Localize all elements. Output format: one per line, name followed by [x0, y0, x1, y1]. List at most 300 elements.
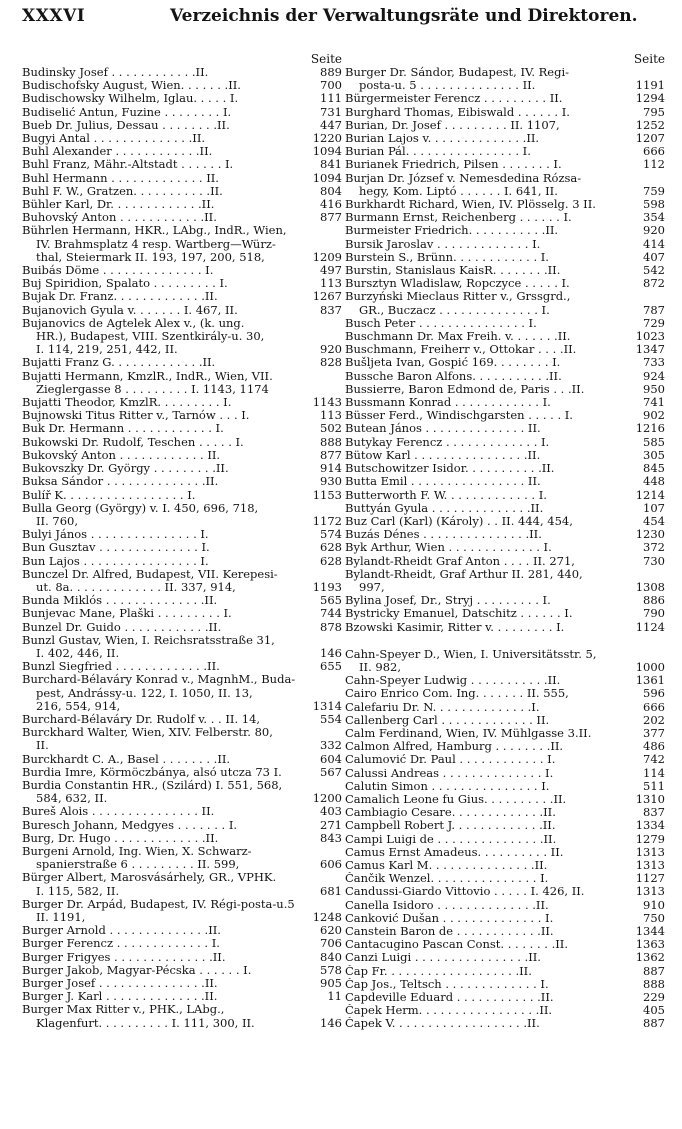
entry-name: Burgeni Arnold, Ing. Wien, X. Schwarz- — [22, 844, 252, 858]
entry-name: Bussmann Konrad . . . . . . . . . . . . I. — [345, 396, 551, 410]
index-entry — [22, 502, 342, 528]
entry-name: Bukovský Anton . . . . . . . . . . . . II. — [22, 448, 221, 462]
index-entry — [22, 607, 342, 620]
entry-name: Buhl Hermann . . . . . . . . . . . . . II. — [22, 171, 219, 185]
entry-page: 950 — [643, 381, 665, 396]
entry-page: 733 — [643, 355, 665, 370]
index-entry — [345, 1004, 665, 1017]
index-entry — [345, 727, 665, 740]
index-entry — [345, 912, 665, 925]
index-entry — [22, 317, 342, 357]
entry-name: Bzowski Kasimir, Ritter v. . . . . . . . . I. — [345, 620, 565, 634]
entry-name: Canstein Baron de . . . . . . . . . . . .II. — [345, 925, 554, 938]
index-entry — [22, 489, 342, 502]
page-header — [22, 6, 662, 30]
entry-page: 1124 — [635, 619, 665, 634]
entry-name: Cahn-Speyer Ludwig . . . . . . . . . . .II. — [345, 674, 561, 688]
entry-page: 731 — [320, 104, 342, 119]
left-column — [22, 52, 342, 1030]
index-entry — [345, 370, 665, 383]
index-entry — [345, 806, 665, 819]
entry-name: Campbell Robert J. . . . . . . . . . . . .II. — [345, 819, 556, 833]
index-entry — [22, 977, 342, 990]
entry-name: Camus Ernst Amadeus. . . . . . . . . . II. — [345, 845, 564, 859]
entry-page: 113 — [320, 276, 342, 291]
entry-page: 1363 — [635, 937, 665, 952]
index-entry — [345, 290, 665, 316]
index-entry — [22, 145, 342, 158]
entry-page: 887 — [643, 963, 665, 978]
entry-continuation: thal, Steiermark II. 193, 197, 200, 518, — [36, 250, 265, 264]
entry-page: 837 — [320, 302, 342, 317]
entry-name: Burckhard Walter, Wien, XIV. Felberstr. 80, — [22, 726, 273, 740]
entry-continuation: Zieglergasse 8 . . . . . . . . . I. 1143, 1174 — [36, 382, 269, 396]
index-entry — [345, 238, 665, 251]
entry-name: Burger Arnold . . . . . . . . . . . . . .II. — [22, 924, 221, 938]
entry-continuation: GR., Buczacz . . . . . . . . . . . . . . I. — [359, 303, 550, 317]
entry-name: Bursztyn Wladislaw, Ropczyce . . . . . I. — [345, 277, 570, 291]
index-entry — [345, 714, 665, 727]
entry-page: 511 — [643, 778, 665, 793]
seite-label-right: Seite — [633, 52, 665, 66]
entry-page: 407 — [643, 249, 665, 264]
entry-name: Bujatti Hermann, KmzlR., IndR., Wien, VII. — [22, 369, 273, 383]
entry-continuation: I. 115, 582, II. — [36, 884, 120, 898]
entry-name: Buj Spiridion, Spalato . . . . . . . . . I. — [22, 277, 228, 291]
entry-page: 1023 — [635, 329, 665, 344]
entry-name: Budischowsky Wilhelm, Iglau. . . . . I. — [22, 92, 239, 106]
index-entry — [345, 409, 665, 422]
index-entry — [345, 158, 665, 171]
entry-name: Bürger Albert, Marosvásárhely, GR., VPHK. — [22, 871, 277, 885]
entry-page: 1334 — [635, 818, 665, 833]
entry-page: 741 — [643, 395, 665, 410]
index-entry — [345, 198, 665, 211]
entry-page: 146 — [320, 1015, 342, 1030]
entry-name: Bussche Baron Alfons. . . . . . . . . . .II. — [345, 369, 562, 383]
entry-page: 497 — [320, 263, 342, 278]
index-entry — [345, 436, 665, 449]
entry-name: Bühler Karl, Dr. . . . . . . . . . . . .II. — [22, 198, 215, 212]
index-entry — [22, 172, 342, 185]
index-entry — [345, 780, 665, 793]
index-entry — [22, 290, 342, 303]
entry-page: 447 — [320, 117, 342, 132]
entry-name: Buibás Döme . . . . . . . . . . . . . . I. — [22, 264, 214, 278]
entry-page: 1214 — [635, 487, 665, 502]
index-entry — [22, 990, 342, 1003]
entry-name: Bylina Josef, Dr., Stryj . . . . . . . . . I. — [345, 594, 551, 608]
left-entry-list — [22, 66, 342, 1030]
entry-page: 878 — [320, 619, 342, 634]
index-entry — [22, 198, 342, 211]
index-entry — [345, 541, 665, 554]
entry-name: Bunda Miklós . . . . . . . . . . . . . .II. — [22, 594, 218, 608]
index-entry — [345, 594, 665, 607]
entry-continuation: II. — [36, 739, 49, 753]
index-entry — [345, 449, 665, 462]
entry-name: Burmann Ernst, Reichenberg . . . . . . I. — [345, 211, 572, 225]
index-entry — [345, 528, 665, 541]
index-entry — [22, 462, 342, 475]
entry-page: 655 — [320, 659, 342, 674]
index-entry — [345, 885, 665, 898]
entry-continuation: hegy, Kom. Liptó . . . . . . I. 641, II. — [359, 184, 558, 198]
entry-name: Calm Ferdinand, Wien, IV. Mühlgasse 3.II. — [345, 726, 592, 740]
entry-page: 1361 — [635, 673, 665, 688]
index-entry — [22, 264, 342, 277]
entry-page: 750 — [643, 910, 665, 925]
entry-name: Calefariu Dr. N. . . . . . . . . . . . . .I. — [345, 700, 540, 714]
entry-continuation: posta-u. 5 . . . . . . . . . . . . . . II. — [359, 79, 536, 93]
index-entry — [345, 859, 665, 872]
entry-name: Burger Ferencz . . . . . . . . . . . . . I. — [22, 937, 220, 951]
entry-page: 332 — [320, 738, 342, 753]
entry-page: 377 — [643, 725, 665, 740]
entry-page: 229 — [643, 990, 665, 1005]
index-entry — [345, 343, 665, 356]
entry-name: Čapek V. . . . . . . . . . . . . . . . . . .II. — [345, 1017, 540, 1031]
index-entry — [22, 422, 342, 435]
entry-name: Budischofsky August, Wien. . . . . . .II. — [22, 79, 241, 93]
index-entry — [22, 224, 342, 264]
entry-page: 845 — [643, 461, 665, 476]
index-entry — [22, 132, 342, 145]
entry-name: Bystricky Emanuel, Datschitz . . . . . . I. — [345, 607, 573, 621]
entry-page: 574 — [320, 527, 342, 542]
index-entry — [345, 938, 665, 951]
entry-page: 889 — [320, 65, 342, 79]
index-entry — [345, 978, 665, 991]
index-entry — [345, 119, 665, 132]
entry-name: Canella Isidoro . . . . . . . . . . . . . .II. — [345, 898, 549, 912]
entry-continuation: 584, 632, II. — [36, 792, 108, 806]
index-entry — [345, 224, 665, 237]
entry-name: Bunczel Dr. Alfred, Budapest, VII. Kerepesi- — [22, 567, 278, 581]
index-entry — [22, 898, 342, 924]
entry-page: 1279 — [635, 831, 665, 846]
entry-page: 905 — [320, 976, 342, 991]
entry-page: 1193 — [312, 579, 342, 594]
index-entry — [345, 422, 665, 435]
entry-page: 454 — [643, 513, 665, 528]
entry-page: 666 — [643, 144, 665, 159]
index-entry — [345, 701, 665, 714]
entry-name: Bujak Dr. Franz. . . . . . . . . . . . .II. — [22, 290, 218, 304]
seite-label-left: Seite — [310, 52, 342, 66]
index-entry — [22, 713, 342, 726]
index-entry — [345, 753, 665, 766]
entry-page: 787 — [643, 302, 665, 317]
entry-page: 146 — [320, 645, 342, 660]
index-entry — [22, 277, 342, 290]
entry-name: Buzás Dénes . . . . . . . . . . . . . . .II. — [345, 528, 542, 542]
entry-page: 578 — [320, 962, 342, 977]
entry-name: Bujanovics de Agtelek Alex v., (k. ung. — [22, 316, 245, 330]
entry-page: 416 — [320, 197, 342, 212]
entry-page: 759 — [643, 183, 665, 198]
index-entry — [345, 568, 665, 594]
entry-name: Bürgermeister Ferencz . . . . . . . . . II. — [345, 92, 563, 106]
index-entry — [345, 607, 665, 620]
entry-name: Cambiagio Cesare. . . . . . . . . . . . .II. — [345, 806, 556, 820]
entry-page: 1313 — [635, 857, 665, 872]
entry-name: Buschmann Dr. Max Freih. v. . . . . . .II. — [345, 330, 571, 344]
index-entry — [345, 145, 665, 158]
entry-name: Burian Lajos v. . . . . . . . . . . . . .II. — [345, 132, 540, 146]
index-entry — [22, 158, 342, 171]
entry-name: Buttyán Gyula . . . . . . . . . . . . . .II. — [345, 501, 544, 515]
entry-page: 837 — [643, 805, 665, 820]
entry-name: Camus Karl M. . . . . . . . . . . . . . .II. — [345, 858, 548, 872]
index-entry — [345, 475, 665, 488]
entry-page: 271 — [320, 817, 342, 832]
entry-name: Bukovszky Dr. György . . . . . . . . .II. — [22, 462, 229, 476]
entry-name: Bureš Alois . . . . . . . . . . . . . . . II. — [22, 805, 215, 819]
entry-name: Cantacugino Pascan Const. . . . . . . .II. — [345, 938, 568, 952]
entry-page: 872 — [643, 276, 665, 291]
entry-name: Calutin Simon . . . . . . . . . . . . . . . I. — [345, 779, 550, 793]
index-entry — [22, 356, 342, 369]
entry-page: 502 — [320, 421, 342, 436]
entry-continuation: pest, Andrássy-u. 122, I. 1050, II. 13, — [36, 686, 253, 700]
index-entry — [345, 330, 665, 343]
index-entry — [22, 92, 342, 105]
index-entry — [345, 515, 665, 528]
entry-page: 113 — [320, 408, 342, 423]
entry-page: 112 — [643, 157, 665, 172]
entry-page: 554 — [320, 711, 342, 726]
entry-name: Čap Jos., Teltsch . . . . . . . . . . . . . I. — [345, 977, 549, 991]
index-entry — [22, 436, 342, 449]
entry-page: 405 — [643, 1003, 665, 1018]
entry-page: 372 — [643, 540, 665, 555]
entry-continuation: 997, — [359, 580, 385, 594]
entry-page: 1191 — [635, 78, 665, 93]
entry-name: Buhl F. W., Gratzen. . . . . . . . . . .II. — [22, 184, 223, 198]
index-entry — [22, 621, 342, 634]
entry-name: Burian, Dr. Josef . . . . . . . . . II. 1107, — [345, 118, 560, 132]
entry-name: Bueb Dr. Julius, Dessau . . . . . . . .II. — [22, 118, 230, 132]
entry-page: 596 — [643, 686, 665, 701]
page-title: Verzeichnis der Verwaltungsräte und Direktoren. — [170, 6, 638, 26]
entry-name: Burg, Dr. Hugo . . . . . . . . . . . . .II. — [22, 831, 219, 845]
entry-page: 1094 — [312, 144, 342, 159]
entry-page: 888 — [643, 976, 665, 991]
entry-continuation: II. 982, — [359, 660, 402, 674]
index-entry — [345, 462, 665, 475]
entry-name: Burdia Constantin HR., (Szilárd) I. 551, 568, — [22, 778, 283, 792]
index-entry — [345, 383, 665, 396]
entry-page: 930 — [320, 474, 342, 489]
index-entry — [345, 872, 665, 885]
entry-page: 1000 — [635, 659, 665, 674]
entry-name: Calmon Alfred, Hamburg . . . . . . . .II. — [345, 740, 564, 754]
right-entry-list — [345, 66, 665, 1031]
entry-continuation: Klagenfurt. . . . . . . . . . I. 111, 300, II. — [36, 1016, 255, 1030]
entry-page: 403 — [320, 804, 342, 819]
index-entry — [22, 370, 342, 396]
index-entry — [345, 264, 665, 277]
entry-name: Burmeister Friedrich. . . . . . . . . . .II. — [345, 224, 559, 238]
entry-page: 1362 — [635, 950, 665, 965]
entry-continuation: I. 114, 219, 251, 442, II. — [36, 343, 178, 357]
index-entry — [22, 805, 342, 818]
index-entry — [345, 106, 665, 119]
index-entry — [345, 648, 665, 674]
entry-page: 790 — [643, 606, 665, 621]
entry-continuation: spanierstraße 6 . . . . . . . . . II. 599, — [36, 858, 240, 872]
index-entry — [22, 528, 342, 541]
entry-name: Bussierre, Baron Edmond de, Paris . . .II. — [345, 382, 585, 396]
entry-name: Bugyi Antal . . . . . . . . . . . . . .II. — [22, 132, 206, 146]
entry-page: 1230 — [635, 527, 665, 542]
entry-page: 1172 — [312, 513, 342, 528]
entry-name: Burghard Thomas, Eibiswald . . . . . . I. — [345, 105, 570, 119]
entry-page: 1313 — [635, 884, 665, 899]
entry-name: Buschmann, Freiherr v., Ottokar . . . .II. — [345, 343, 577, 357]
entry-page: 729 — [643, 315, 665, 330]
index-entry — [345, 621, 665, 634]
index-entry — [345, 991, 665, 1004]
index-entry — [345, 356, 665, 369]
index-entry — [22, 819, 342, 832]
entry-name: Burstein S., Brünn. . . . . . . . . . . . I. — [345, 250, 549, 264]
entry-page: 1347 — [635, 342, 665, 357]
entry-name: Burckhardt C. A., Basel . . . . . . . .II. — [22, 752, 231, 766]
entry-name: Butean János . . . . . . . . . . . . . . II. — [345, 422, 541, 436]
entry-page: 828 — [320, 355, 342, 370]
entry-name: Butschowitzer Isidor. . . . . . . . . . .II. — [345, 462, 555, 476]
entry-name: Burchard-Bélaváry Dr. Rudolf v. . . II. 14, — [22, 712, 261, 726]
index-entry — [345, 833, 665, 846]
entry-page: 606 — [320, 857, 342, 872]
entry-page: 1216 — [635, 421, 665, 436]
entry-page: 448 — [643, 474, 665, 489]
entry-name: Budinsky Josef . . . . . . . . . . . .II. — [22, 66, 209, 79]
entry-name: Bunzl Siegfried . . . . . . . . . . . . .II. — [22, 660, 220, 674]
entry-name: Buhovský Anton . . . . . . . . . . . .II. — [22, 211, 217, 225]
entry-continuation: HR.), Budapest, VIII. Szentkirály-u. 30, — [36, 330, 265, 344]
index-entry — [345, 132, 665, 145]
index-entry — [22, 594, 342, 607]
entry-page: 795 — [643, 104, 665, 119]
entry-page: 887 — [643, 1016, 665, 1031]
entry-name: Burkhardt Richard, Wien, IV. Plösselg. 3 II. — [345, 198, 596, 212]
entry-page: 920 — [320, 342, 342, 357]
entry-page: 886 — [643, 593, 665, 608]
entry-page: 628 — [320, 540, 342, 555]
entry-page: 11 — [327, 989, 342, 1004]
index-entry — [22, 660, 342, 673]
index-entry — [345, 687, 665, 700]
entry-page: 414 — [643, 236, 665, 251]
entry-name: Butykay Ferencz . . . . . . . . . . . . . I. — [345, 435, 550, 449]
entry-name: Burger Dr. Arpád, Budapest, IV. Régi-posta-u.5 — [22, 897, 295, 911]
entry-name: Buhl Alexander . . . . . . . . . . . .II. — [22, 145, 213, 159]
entry-name: Budiselić Antun, Fuzine . . . . . . . . I. — [22, 105, 232, 119]
entry-page: 804 — [320, 183, 342, 198]
entry-name: Byk Arthur, Wien . . . . . . . . . . . . . I. — [345, 541, 552, 555]
index-entry — [345, 767, 665, 780]
entry-page: 486 — [643, 739, 665, 754]
entry-page: 877 — [320, 447, 342, 462]
index-entry — [345, 251, 665, 264]
entry-page: 1252 — [635, 117, 665, 132]
index-entry — [22, 568, 342, 594]
entry-name: Bulla Georg (György) v. I. 450, 696, 718, — [22, 501, 259, 515]
entry-page: 841 — [320, 157, 342, 172]
index-entry — [22, 211, 342, 224]
entry-name: Candussi-Giardo Vittovio . . . . . I. 426, II. — [345, 885, 585, 899]
entry-page: 1143 — [312, 395, 342, 410]
entry-name: Burianek Friedrich, Pilsen . . . . . . . I. — [345, 158, 562, 172]
entry-name: Canković Dušan . . . . . . . . . . . . . . I. — [345, 911, 554, 925]
entry-page: 1094 — [312, 170, 342, 185]
entry-page: 107 — [643, 500, 665, 515]
entry-page: 1207 — [635, 131, 665, 146]
entry-page: 840 — [320, 949, 342, 964]
index-entry — [22, 726, 342, 752]
entry-continuation: IV. Brahmsplatz 4 resp. Wartberg—Würz- — [36, 237, 276, 251]
index-entry — [22, 475, 342, 488]
entry-name: Bujnowski Titus Ritter v., Tarnów . . . I. — [22, 409, 250, 423]
index-entry — [22, 937, 342, 950]
entry-page: 1209 — [312, 249, 342, 264]
index-entry — [345, 819, 665, 832]
index-entry — [22, 871, 342, 897]
entry-name: Burjan Dr. József v. Nemesdedina Rózsa- — [345, 171, 582, 185]
entry-page: 681 — [320, 883, 342, 898]
entry-name: Burchard-Bélaváry Konrad v., MagnhM., Buda- — [22, 673, 296, 687]
index-entry — [345, 502, 665, 515]
entry-name: Bun Lajos . . . . . . . . . . . . . . . . I. — [22, 554, 209, 568]
entry-name: Čap Fr. . . . . . . . . . . . . . . . . . .II. — [345, 964, 532, 978]
entry-page: 567 — [320, 764, 342, 779]
entry-page: 843 — [320, 830, 342, 845]
section-gap — [345, 634, 665, 648]
entry-name: Burger Dr. Sándor, Budapest, IV. Regi- — [345, 66, 570, 79]
index-entry — [22, 555, 342, 568]
entry-name: Canzi Luigi . . . . . . . . . . . . . . . .II. — [345, 951, 541, 965]
entry-name: Buhl Franz, Mähr.-Altstadt . . . . . . I. — [22, 158, 234, 172]
entry-name: Burger Jakob, Magyar-Pécska . . . . . . I. — [22, 963, 252, 977]
entry-page: 1127 — [635, 871, 665, 886]
index-entry — [22, 832, 342, 845]
index-entry — [22, 845, 342, 871]
entry-page: 604 — [320, 751, 342, 766]
entry-name: Bulyi János . . . . . . . . . . . . . . . I. — [22, 528, 209, 542]
index-entry — [345, 965, 665, 978]
entry-page: 305 — [643, 447, 665, 462]
index-entry — [345, 951, 665, 964]
entry-name: Buksa Sándor . . . . . . . . . . . . . .II. — [22, 475, 219, 489]
page-number: XXXVI — [22, 6, 86, 26]
entry-name: Butta Emil . . . . . . . . . . . . . . . . II. — [345, 475, 541, 489]
entry-name: Burzyński Mieclaus Ritter v., Grssgrd., — [345, 290, 571, 304]
entry-page: 585 — [643, 434, 665, 449]
entry-name: Čapek Herm. . . . . . . . . . . . . . . . .II. — [345, 1004, 553, 1018]
index-entry — [22, 541, 342, 554]
entry-name: Bührlen Hermann, HKR., LAbg., IndR., Wien, — [22, 224, 287, 238]
index-entry — [22, 964, 342, 977]
index-entry — [345, 172, 665, 198]
index-entry — [22, 106, 342, 119]
index-entry — [22, 1003, 342, 1029]
entry-name: Buk Dr. Hermann . . . . . . . . . . . . I. — [22, 422, 224, 436]
index-entry — [345, 317, 665, 330]
index-entry — [345, 277, 665, 290]
